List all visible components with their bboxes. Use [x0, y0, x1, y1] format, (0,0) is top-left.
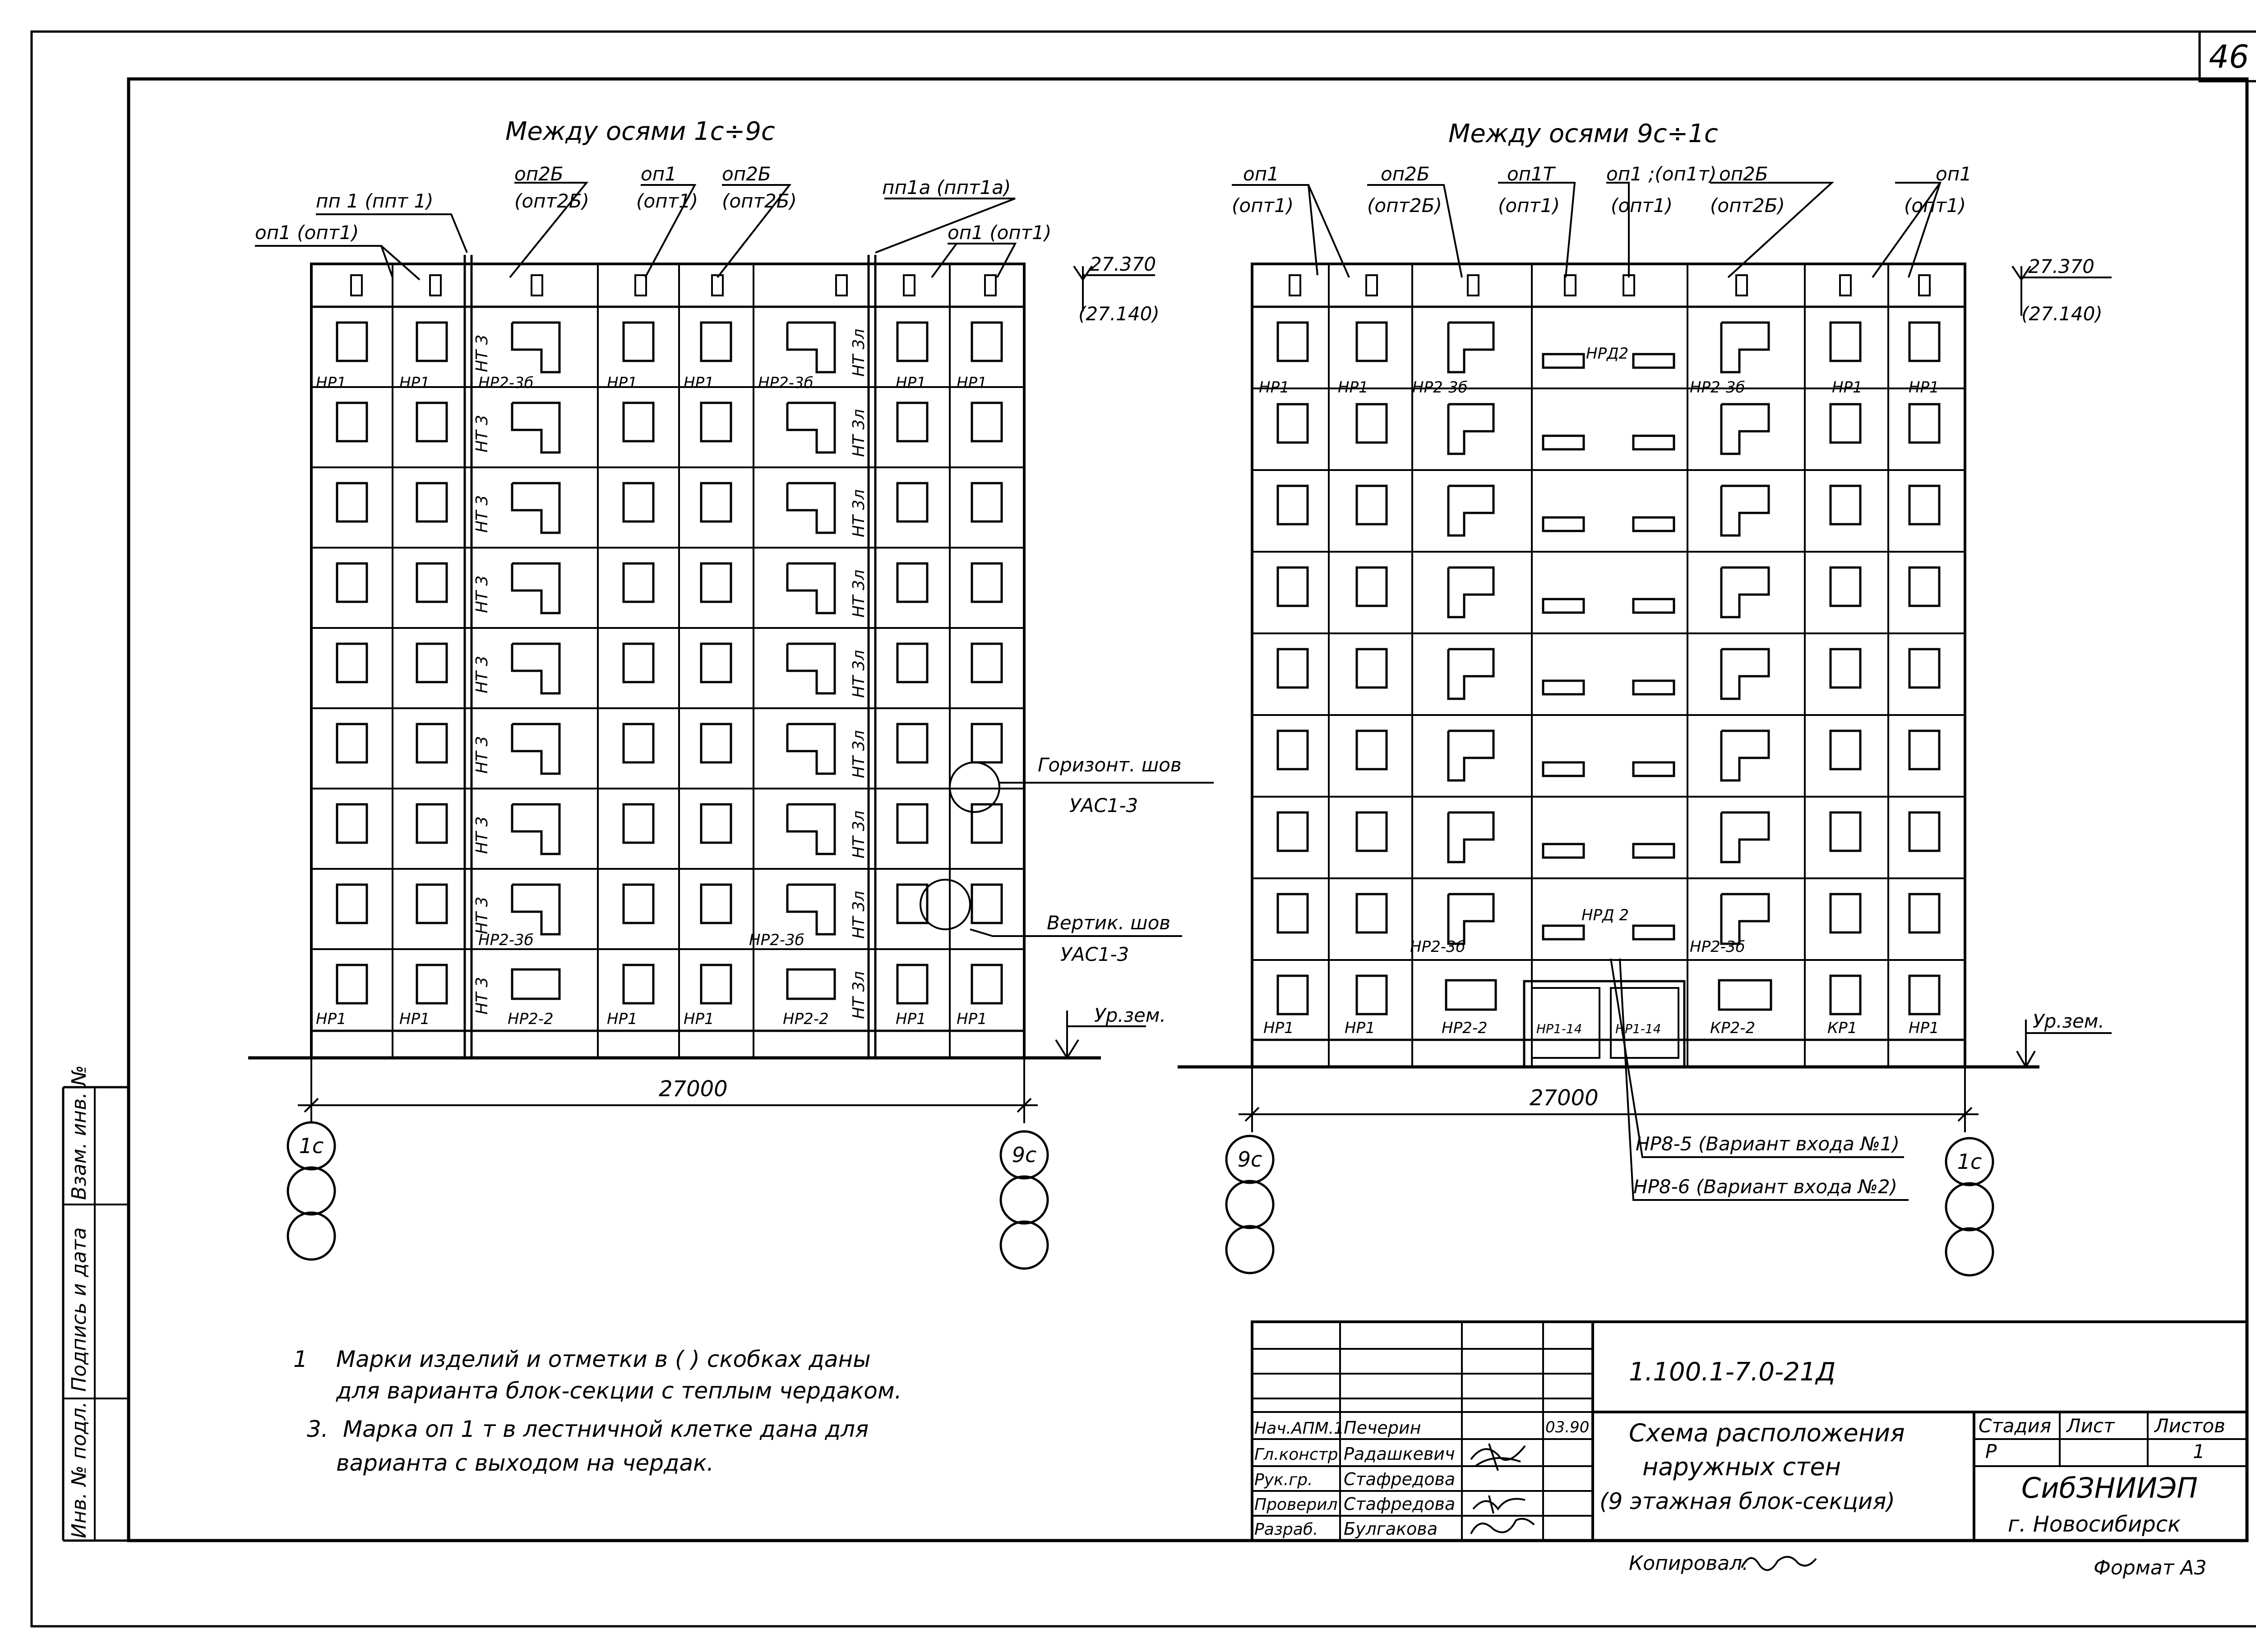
panel-label-top: НР1 — [607, 374, 638, 392]
stair-mark-right: НТ 3л — [850, 891, 868, 939]
panel-label-top: НР1 — [399, 374, 430, 392]
window — [1357, 404, 1387, 443]
window — [1831, 323, 1860, 361]
role-2: Гл.констр. — [1254, 1445, 1343, 1464]
panel-label-bottom: НР1 — [1345, 1019, 1375, 1037]
attic-vent — [985, 275, 996, 295]
panel-label-bottom: НР1 — [316, 1010, 347, 1028]
axis-9c-right-label: 9с — [1237, 1147, 1262, 1172]
vertical-seam-code: УАС1-3 — [1060, 943, 1129, 965]
window — [417, 483, 447, 521]
panel-label-second: НР2-3б — [749, 931, 804, 949]
panel-label-bottom: НР1 — [399, 1010, 430, 1028]
axis-9c-label: 9с — [1012, 1143, 1037, 1167]
attic-vent — [1840, 275, 1851, 295]
window — [701, 644, 731, 682]
right-elevation-title: Между осями 9с÷1с — [1448, 119, 1718, 148]
window-balcony-door — [1448, 486, 1493, 535]
left-label-opt2b-2: (опт2Б) — [722, 190, 797, 212]
window — [1278, 976, 1308, 1014]
window — [1831, 731, 1860, 769]
window-balcony-door — [1448, 812, 1493, 862]
window-balcony-door — [1448, 731, 1493, 780]
window-balcony-door — [1721, 404, 1769, 454]
window — [1357, 731, 1387, 769]
window — [1909, 812, 1939, 851]
note-3-line-2: варианта с выходом на чердак. — [336, 1450, 714, 1476]
left-elevation-title: Между осями 1с÷9с — [505, 117, 775, 146]
window — [1831, 486, 1860, 524]
attic-vent — [532, 275, 542, 295]
window — [1278, 404, 1308, 443]
attic-vent — [430, 275, 441, 295]
entrance-variant-1: НР8-5 (Вариант входа №1) — [1636, 1133, 1900, 1155]
panel-label-bottom: НР2-2 — [783, 1010, 829, 1028]
role-5: Разраб. — [1254, 1520, 1318, 1539]
stair-window — [1633, 681, 1674, 694]
window-balcony-door — [1448, 323, 1493, 372]
stair-mark-left: НТ 3 — [473, 495, 491, 533]
window-balcony-door — [787, 804, 835, 854]
stair-window — [1543, 436, 1584, 449]
stage-header: Стадия — [1979, 1415, 2052, 1437]
window-balcony-door — [1721, 812, 1769, 862]
window-balcony-door — [1448, 894, 1493, 944]
window — [417, 804, 447, 843]
title-line-3: (9 этажная блок-секция) — [1600, 1488, 1895, 1514]
stair-mark-right: НТ 3л — [850, 489, 868, 537]
window-balcony-door — [1448, 568, 1493, 617]
attic-vent — [1565, 275, 1576, 295]
window — [624, 563, 653, 602]
window — [417, 724, 447, 762]
right-ground-label: Ур.зем. — [2033, 1010, 2104, 1032]
panel-label-bottom: НР1 — [896, 1010, 926, 1028]
window — [1278, 486, 1308, 524]
sheets-header: Листов — [2154, 1415, 2225, 1437]
attic-vent — [635, 275, 646, 295]
left-label-opt2b-1: (опт2Б) — [514, 190, 589, 212]
right-label-opt1-stair-2: (опт1) — [1611, 194, 1673, 217]
attic-vent — [1468, 275, 1479, 295]
window — [417, 563, 447, 602]
stamp-replacement-inv: Взам. инв. № — [68, 1065, 91, 1200]
stair-mark-right: НТ 3л — [850, 650, 868, 698]
organization: СибЗНИИЭП — [2021, 1472, 2198, 1504]
copied-by: Копировал: — [1629, 1552, 1749, 1575]
stamp-signature-date: Подпись и дата — [68, 1227, 91, 1392]
sheet-header: Лист — [2066, 1415, 2115, 1437]
date: 03.90 — [1545, 1418, 1590, 1436]
window — [897, 403, 927, 441]
note-1-number: 1 — [293, 1346, 308, 1372]
window-balcony-door — [787, 563, 835, 613]
window — [1357, 812, 1387, 851]
window — [337, 563, 367, 602]
attic-vent — [1366, 275, 1377, 295]
attic-vent — [1290, 275, 1300, 295]
window-balcony-door — [787, 724, 835, 774]
window — [624, 885, 653, 923]
window — [417, 965, 447, 1003]
stair-window — [1633, 926, 1674, 939]
left-label-op2b-2: оп2Б — [722, 163, 771, 185]
stair-window — [1633, 599, 1674, 613]
window-balcony-door — [1448, 649, 1493, 699]
sheet-format: Формат А3 — [2094, 1556, 2207, 1579]
right-label-opt1-right: (опт1) — [1904, 194, 1966, 217]
window — [1909, 323, 1939, 361]
window — [1278, 649, 1308, 688]
vertical-seam-label: Вертик. шов — [1047, 912, 1171, 934]
left-label-op1-mid: оп1 — [641, 163, 677, 185]
window — [897, 885, 927, 923]
horizontal-seam-code: УАС1-3 — [1069, 794, 1138, 817]
window — [337, 885, 367, 923]
right-level-mark: 27.370 — [2028, 255, 2094, 277]
window — [1909, 976, 1939, 1014]
window — [897, 323, 927, 361]
axis-1c-right-label: 1с — [1957, 1149, 1982, 1174]
left-dimension: 27000 — [659, 1076, 728, 1102]
stair-window — [1633, 436, 1674, 449]
window — [701, 724, 731, 762]
window-balcony-door — [512, 644, 559, 693]
stamp-inv-no: Инв. № подл. — [68, 1401, 91, 1538]
window — [1357, 323, 1387, 361]
panel-label-top: НР1 — [896, 374, 926, 392]
window — [337, 965, 367, 1003]
left-ground-label: Ур.зем. — [1094, 1004, 1166, 1026]
window — [1278, 812, 1308, 851]
window — [972, 965, 1002, 1003]
window — [701, 403, 731, 441]
stair-mark-left: НТ 3 — [473, 977, 491, 1015]
window-balcony-door — [1721, 323, 1769, 372]
panel-label-bottom: НР1-14 — [1615, 1021, 1661, 1036]
left-label-op2b-1: оп2Б — [514, 163, 564, 185]
page-number: 46 — [2209, 38, 2249, 75]
panel-label-bottom: НР1 — [957, 1010, 987, 1028]
window — [1831, 894, 1860, 932]
axis-1c-label: 1с — [299, 1134, 324, 1158]
window — [1831, 812, 1860, 851]
name-4: Стафредова — [1344, 1494, 1456, 1514]
window — [897, 644, 927, 682]
stair-window — [1543, 354, 1584, 368]
stair-window — [1543, 681, 1584, 694]
window — [1831, 404, 1860, 443]
panel-label-top: НР1 — [1909, 378, 1939, 397]
window — [1278, 894, 1308, 932]
window-balcony-door — [787, 323, 835, 372]
window — [624, 644, 653, 682]
panel-label-top: НР2-3б — [1690, 378, 1745, 397]
note-1-line-2: для варианта блок-секции с теплым чердаком. — [336, 1378, 902, 1404]
left-elevation — [248, 117, 1214, 1269]
window — [624, 965, 653, 1003]
window — [1357, 976, 1387, 1014]
panel-label-second: НР2-3б — [1410, 938, 1465, 956]
title-block — [1252, 1322, 2247, 1579]
stair-mark-right: НТ 3л — [850, 810, 868, 858]
window — [1909, 404, 1939, 443]
panel-label-top: НР2-3б — [758, 374, 814, 392]
stair-mark-right: НТ 3л — [850, 328, 868, 377]
role-3: Рук.гр. — [1254, 1471, 1313, 1489]
stair-window — [1543, 762, 1584, 776]
panel-label-top: НР1 — [957, 374, 987, 392]
window — [337, 804, 367, 843]
stair-mark-left: НТ 3 — [473, 415, 491, 452]
attic-vent — [904, 275, 915, 295]
stair-mark-right: НТ 3л — [850, 569, 868, 618]
doc-code: 1.100.1-7.0-21Д — [1629, 1357, 1836, 1387]
window — [972, 644, 1002, 682]
window — [972, 403, 1002, 441]
window — [1278, 731, 1308, 769]
window — [972, 563, 1002, 602]
stage-value: Р — [1985, 1440, 1997, 1463]
window — [1909, 568, 1939, 606]
sheets-total: 1 — [2193, 1440, 2205, 1463]
window — [1357, 649, 1387, 688]
window-balcony-door — [787, 885, 835, 934]
right-label-op1-op1t: оп1 ;(оп1т) — [1606, 163, 1717, 185]
window — [624, 483, 653, 521]
panel-label-top: НР1 — [1338, 378, 1368, 397]
window — [897, 563, 927, 602]
window-balcony-door — [1721, 894, 1769, 944]
window — [1831, 649, 1860, 688]
stair-window — [1633, 517, 1674, 531]
window — [417, 403, 447, 441]
panel-label-top: НР2-3б — [1412, 378, 1468, 397]
window — [1357, 894, 1387, 932]
window-balcony-door — [1721, 486, 1769, 535]
window-wide — [1719, 980, 1771, 1010]
stair-mark-left: НТ 3 — [473, 575, 491, 613]
stair-mark-left: НТ 3 — [473, 655, 491, 693]
note-1-line-1: Марки изделий и отметки в ( ) скобках даны — [336, 1346, 871, 1372]
attic-vent — [351, 275, 362, 295]
stair-window — [1543, 599, 1584, 613]
attic-vent — [1623, 275, 1634, 295]
right-label-op2b-1: оп2Б — [1381, 163, 1430, 185]
window-balcony-door — [512, 724, 559, 774]
panel-label-bottom: НР1 — [607, 1010, 638, 1028]
window-balcony-door — [512, 885, 559, 934]
window — [972, 885, 1002, 923]
window — [972, 483, 1002, 521]
stair-mark-right: НТ 3л — [850, 971, 868, 1019]
left-label-pp1: пп 1 (ппт 1) — [316, 190, 434, 212]
panel-label-bottom: КР2-2 — [1710, 1019, 1756, 1037]
stair-window — [1633, 354, 1674, 368]
window — [1909, 731, 1939, 769]
stair-panel-label-low: НРД 2 — [1581, 906, 1629, 924]
panel-label-top: НР1 — [316, 374, 347, 392]
window-wide — [787, 969, 835, 999]
stair-window — [1543, 926, 1584, 939]
right-label-opt2b-1: (опт2Б) — [1367, 194, 1442, 217]
right-dimension: 27000 — [1530, 1085, 1599, 1111]
window — [701, 483, 731, 521]
window — [701, 965, 731, 1003]
panel-label-top: НР2-3б — [478, 374, 534, 392]
stair-mark-left: НТ 3 — [473, 816, 491, 854]
attic-vent — [1919, 275, 1930, 295]
left-label-opt1-mid: (опт1) — [636, 190, 698, 212]
window — [1278, 323, 1308, 361]
stair-window — [1543, 517, 1584, 531]
window — [897, 965, 927, 1003]
window — [1278, 568, 1308, 606]
stair-mark-left: НТ 3 — [473, 896, 491, 934]
panel-label-bottom: НР1 — [684, 1010, 714, 1028]
left-level-mark: 27.370 — [1090, 253, 1156, 275]
right-label-op2b-2: оп2Б — [1719, 163, 1768, 185]
note-3-number: 3. — [307, 1416, 328, 1442]
panel-label-top: НР1 — [1832, 378, 1863, 397]
right-label-opt1-left: (опт1) — [1232, 194, 1294, 217]
window — [417, 323, 447, 361]
stair-window — [1633, 762, 1674, 776]
panel-label-second: НР2-3б — [1690, 938, 1745, 956]
window-balcony-door — [787, 483, 835, 533]
panel-label-bottom: НР2-2 — [1442, 1019, 1488, 1037]
entrance-variant-2: НР8-6 (Вариант входа №2) — [1633, 1176, 1897, 1198]
window — [337, 644, 367, 682]
attic-vent — [712, 275, 723, 295]
window — [624, 403, 653, 441]
window — [1357, 568, 1387, 606]
window — [1909, 894, 1939, 932]
window-balcony-door — [1721, 649, 1769, 699]
window-balcony-door — [512, 403, 559, 452]
horizontal-seam-label: Горизонт. шов — [1038, 754, 1182, 776]
window-wide — [512, 969, 559, 999]
name-2: Радашкевич — [1344, 1444, 1455, 1464]
window — [1357, 486, 1387, 524]
panel-label-top: НР1 — [1259, 378, 1290, 397]
panel-label-bottom: НР1 — [1909, 1019, 1939, 1037]
vertical-stamp — [63, 1065, 129, 1541]
window-balcony-door — [512, 804, 559, 854]
title-line-1: Схема расположения — [1629, 1419, 1905, 1447]
right-label-op1t: оп1Т — [1507, 163, 1555, 185]
window — [337, 403, 367, 441]
name-5: Булгакова — [1344, 1519, 1438, 1539]
panel-label-bottom: НР1-14 — [1536, 1021, 1582, 1036]
window-balcony-door — [1448, 404, 1493, 454]
right-label-opt1-stair: (опт1) — [1498, 194, 1560, 217]
window — [701, 563, 731, 602]
window-balcony-door — [512, 323, 559, 372]
title-line-2: наружных стен — [1642, 1453, 1841, 1481]
window — [337, 724, 367, 762]
stair-mark-left: НТ 3 — [473, 334, 491, 372]
name-3: Стафредова — [1344, 1469, 1456, 1489]
left-label-op1-left: оп1 (опт1) — [255, 221, 359, 244]
window — [701, 885, 731, 923]
left-level-mark-alt: (27.140) — [1078, 303, 1160, 325]
window — [624, 323, 653, 361]
panel-label-top: НР1 — [684, 374, 714, 392]
name-1: Печерин — [1344, 1418, 1421, 1438]
panel-label-second: НР2-3б — [478, 931, 534, 949]
panel-label-bottom: НР1 — [1263, 1019, 1294, 1037]
window — [972, 804, 1002, 843]
stair-window — [1633, 844, 1674, 858]
copier-signature — [1742, 1557, 1816, 1570]
window — [1831, 976, 1860, 1014]
stair-mark-right: НТ 3л — [850, 409, 868, 457]
panel-label-bottom: КР1 — [1827, 1019, 1858, 1037]
window — [701, 323, 731, 361]
window — [417, 885, 447, 923]
window — [417, 644, 447, 682]
right-level-mark-alt: (27.140) — [2021, 303, 2103, 325]
right-label-op1-left: оп1 — [1243, 163, 1279, 185]
window — [1909, 486, 1939, 524]
window-balcony-door — [1721, 568, 1769, 617]
stair-mark-right: НТ 3л — [850, 730, 868, 778]
city: г. Новосибирск — [2008, 1512, 2181, 1537]
window-balcony-door — [512, 563, 559, 613]
window — [897, 483, 927, 521]
window — [972, 323, 1002, 361]
window — [337, 323, 367, 361]
right-elevation — [1178, 119, 2112, 1275]
window-balcony-door — [1721, 731, 1769, 780]
window — [337, 483, 367, 521]
window — [897, 804, 927, 843]
panel-label-bottom: НР2-2 — [508, 1010, 554, 1028]
window — [1909, 649, 1939, 688]
window — [701, 804, 731, 843]
attic-vent — [1736, 275, 1747, 295]
stair-panel-label-top: НРД2 — [1586, 345, 1629, 363]
right-label-opt2b-2: (опт2Б) — [1710, 194, 1785, 217]
window — [624, 804, 653, 843]
right-label-op1-right: оп1 — [1936, 163, 1972, 185]
window — [972, 724, 1002, 762]
window — [624, 724, 653, 762]
role-4: Проверил — [1254, 1495, 1338, 1514]
stair-window — [1543, 844, 1584, 858]
window — [897, 724, 927, 762]
role-1: Нач.АПМ.1 — [1254, 1419, 1344, 1438]
window-balcony-door — [787, 403, 835, 452]
signatures — [1471, 1444, 1534, 1534]
window-wide — [1446, 980, 1496, 1010]
window — [1831, 568, 1860, 606]
left-label-op1-right: оп1 (опт1) — [948, 221, 1052, 244]
notes — [293, 1346, 902, 1476]
left-label-pp1a: пп1а (ппт1а) — [882, 176, 1011, 198]
stair-mark-left: НТ 3 — [473, 736, 491, 774]
attic-vent — [836, 275, 847, 295]
note-3-line-1: Марка оп 1 т в лестничной клетке дана для — [343, 1416, 869, 1442]
window-balcony-door — [787, 644, 835, 693]
window-balcony-door — [512, 483, 559, 533]
